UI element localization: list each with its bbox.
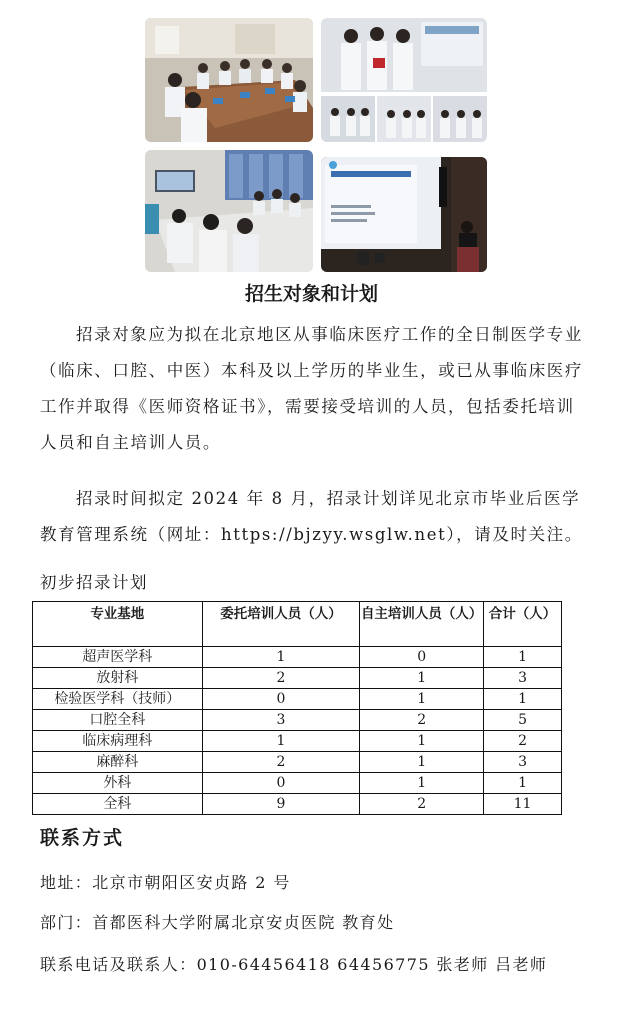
paragraph-enrollment-target: 招录对象应为拟在北京地区从事临床医疗工作的全日制医学专业（临床、口腔、中医）本科及以上学历的毕业生，或已从事临床医疗工作并取得《医师资格证书》，需要接受培训的人员，包括委托培训人员和自主培训人员。 — [40, 325, 583, 452]
table-cell: 0 — [360, 647, 484, 668]
table-cell: 2 — [202, 668, 360, 689]
table-row — [33, 689, 562, 710]
table-cell: 3 — [202, 710, 360, 731]
table-cell: 检验医学科（技师） — [33, 689, 203, 710]
table-cell: 1 — [360, 773, 484, 794]
table-cell: 1 — [484, 689, 562, 710]
table-cell: 1 — [360, 752, 484, 773]
table-header-row — [33, 602, 562, 647]
table-cell: 2 — [202, 752, 360, 773]
table-cell: 1 — [202, 731, 360, 752]
table-cell: 0 — [202, 773, 360, 794]
enrollment-plan-table — [32, 601, 562, 815]
column-header: 专业基地 — [33, 602, 203, 647]
table-cell: 外科 — [33, 773, 203, 794]
column-header: 合计（人） — [484, 602, 562, 647]
table-cell: 全科 — [33, 794, 203, 815]
table-cell: 2 — [360, 710, 484, 731]
table-cell: 1 — [484, 773, 562, 794]
table-row — [33, 794, 562, 815]
contact-heading: 联系方式 — [40, 827, 125, 849]
lecture-presentation-photo — [321, 157, 487, 272]
table-row — [33, 773, 562, 794]
table-cell: 放射科 — [33, 668, 203, 689]
plan-label: 初步招录计划 — [40, 573, 148, 592]
contact-address: 地址：北京市朝阳区安贞路 2 号 — [40, 873, 291, 892]
contact-phone: 联系电话及联系人：010-64456418 64456775 张老师 吕老师 — [40, 955, 548, 974]
table-row — [33, 752, 562, 773]
table-cell: 1 — [360, 731, 484, 752]
table-cell: 临床病理科 — [33, 731, 203, 752]
table-row — [33, 668, 562, 689]
table-row — [33, 647, 562, 668]
table-cell: 1 — [202, 647, 360, 668]
table-cell: 9 — [202, 794, 360, 815]
column-header: 自主培训人员（人） — [360, 602, 484, 647]
table-cell: 2 — [360, 794, 484, 815]
table-row — [33, 731, 562, 752]
table-cell: 超声医学科 — [33, 647, 203, 668]
training-class-photo — [145, 150, 313, 272]
table-cell: 麻醉科 — [33, 752, 203, 773]
table-cell: 11 — [484, 794, 562, 815]
table-cell: 5 — [484, 710, 562, 731]
table-cell: 0 — [202, 689, 360, 710]
column-header: 委托培训人员（人） — [202, 602, 360, 647]
table-cell: 1 — [484, 647, 562, 668]
meeting-room-photo — [145, 18, 313, 142]
table-cell: 2 — [484, 731, 562, 752]
table-cell: 1 — [360, 689, 484, 710]
table-cell: 3 — [484, 668, 562, 689]
paragraph-enrollment-time: 招录时间拟定 2024 年 8 月，招录计划详见北京市毕业后医学教育管理系统（网址：https://bjzyy.wsglw.net），请及时关注。 — [40, 489, 583, 544]
section-heading-enrollment: 招生对象和计划 — [244, 283, 378, 305]
contact-department: 部门：首都医科大学附属北京安贞医院 教育处 — [40, 913, 395, 932]
table-cell: 3 — [484, 752, 562, 773]
table-cell: 口腔全科 — [33, 710, 203, 731]
table-row — [33, 710, 562, 731]
award-ceremony-photo — [321, 18, 487, 142]
table-cell: 1 — [360, 668, 484, 689]
